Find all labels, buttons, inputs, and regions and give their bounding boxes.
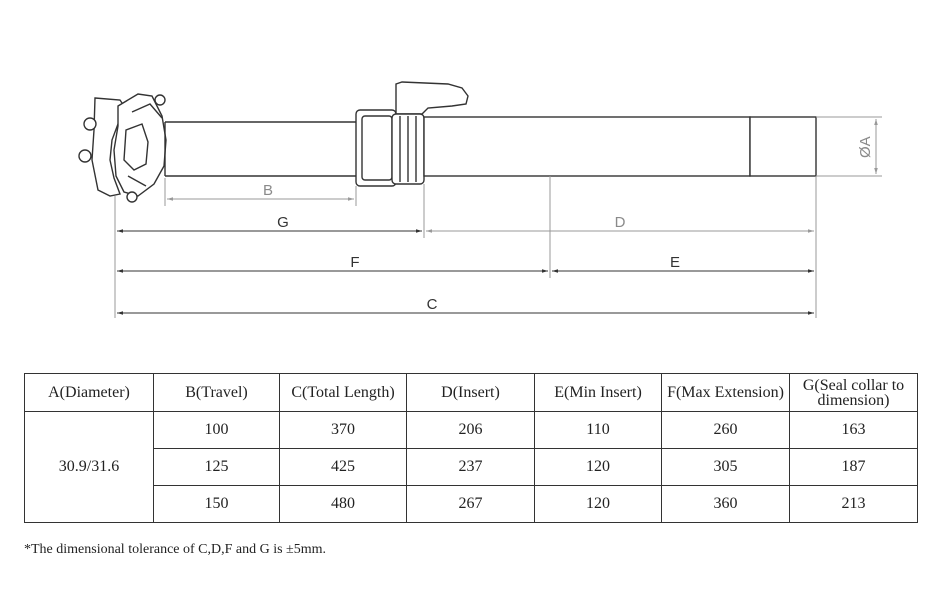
label-d: D [614, 214, 626, 231]
table-cell: 370 [280, 412, 407, 449]
table-cell: 206 [407, 412, 535, 449]
table-cell: 187 [790, 449, 918, 486]
table-cell: 163 [790, 412, 918, 449]
table-cell: 100 [154, 412, 280, 449]
dimension-g [117, 214, 422, 231]
table-row [25, 412, 918, 449]
dimension-e [552, 254, 814, 271]
table-header-row [25, 374, 918, 412]
label-c: C [426, 296, 438, 313]
label-a: ØA [857, 136, 874, 158]
header-c: C(Total Length) [280, 374, 407, 412]
header-f: F(Max Extension) [662, 374, 790, 412]
table-cell: 425 [280, 449, 407, 486]
dimension-a [816, 117, 882, 176]
tolerance-note: *The dimensional tolerance of C,D,F and G is ±5mm. [24, 542, 327, 557]
table-cell: 305 [662, 449, 790, 486]
diameter-cell: 30.9/31.6 [25, 412, 154, 523]
table-row [25, 486, 918, 523]
table-row [25, 449, 918, 486]
table-cell: 360 [662, 486, 790, 523]
header-d: D(Insert) [407, 374, 535, 412]
label-b: B [262, 182, 274, 199]
table-cell: 120 [535, 486, 662, 523]
label-g: G [277, 214, 289, 231]
table-cell: 260 [662, 412, 790, 449]
table-cell: 125 [154, 449, 280, 486]
dimension-f [117, 254, 548, 271]
saddle-clamp-head [79, 94, 166, 202]
table-cell: 237 [407, 449, 535, 486]
header-e: E(Min Insert) [535, 374, 662, 412]
table-cell: 150 [154, 486, 280, 523]
header-a: A(Diameter) [25, 374, 154, 412]
table-cell: 213 [790, 486, 918, 523]
dimension-d [426, 214, 814, 231]
label-f: F [350, 254, 360, 271]
dimension-c [117, 296, 814, 313]
label-e: E [669, 254, 681, 271]
table-cell: 267 [407, 486, 535, 523]
lower-tube [424, 117, 816, 176]
dimension-b [167, 182, 354, 199]
stanchion [165, 122, 358, 176]
table-cell: 480 [280, 486, 407, 523]
spec-table [24, 373, 918, 523]
header-g: G(Seal collar to dimension) [790, 374, 918, 412]
table-cell: 120 [535, 449, 662, 486]
header-b: B(Travel) [154, 374, 280, 412]
table-cell: 110 [535, 412, 662, 449]
